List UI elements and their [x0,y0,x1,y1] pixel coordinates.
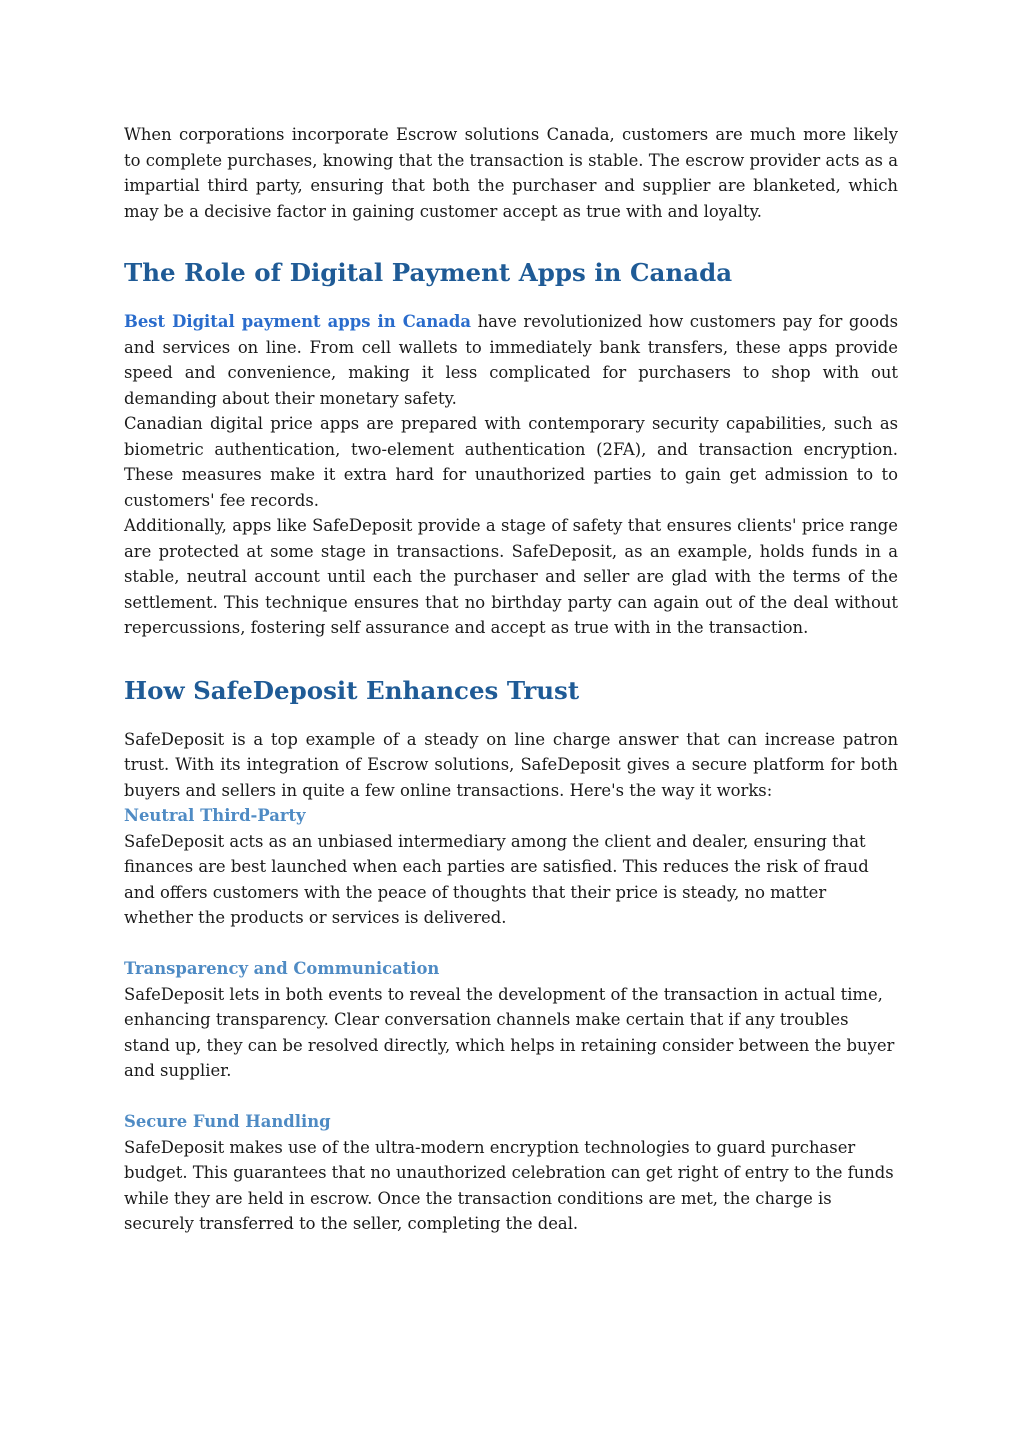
intro-paragraph: When corporations incorporate Escrow solutions Canada, customers are much more likely to complete purchases, knowing that the transaction is stable. The escrow provider acts as a impartial third party, ensuring that both the purchaser and supplier are blanketed, which may be a decisive factor in gaining customer accept as true with and loyalty. [124,125,898,221]
safedeposit-intro-paragraph: SafeDeposit is a top example of a steady on line charge answer that can increase patron trust. With its integration of Escrow solutions, SafeDeposit gives a secure platform for both buyers and sellers in quite a few online transactions. Here's the way it works: [124,729,898,800]
digital-apps-paragraph-3: Additionally, apps like SafeDeposit provide a stage of safety that ensures clients' price range are protected at some stage in transactions. SafeDeposit, as an example, holds funds in a stable, neutral account until each the purchaser and seller are glad with the terms of the settlement. This technique ensures that no birthday party can again out of the deal without repercussions, fostering self assurance and accept as true with in the transaction. [124,516,898,637]
subheading-secure-fund-handling: Secure Fund Handling [124,1112,331,1131]
digital-apps-paragraph-2: Canadian digital price apps are prepared with contemporary security capabilities, such as biometric authentication, two-element authentication (2FA), and transaction encryption. These measures make it extra hard for unauthorized parties to gain get admission to to customers' fee records. [124,414,898,510]
section-heading-safedeposit-trust: How SafeDeposit Enhances Trust [124,675,580,705]
digital-apps-paragraph-1 [124,309,898,411]
best-digital-payment-apps-link[interactable]: Best Digital payment apps in Canada [124,312,471,331]
section-heading-digital-payment-apps: The Role of Digital Payment Apps in Canada [124,258,733,287]
transparency-communication-paragraph: SafeDeposit lets in both events to reveal the development of the transaction in actual time, enhancing transparency. Clear conversation channels make certain that if any troubles stand up, they can be resolved directly, which helps in retaining consider between the buyer and supplier. [124,984,895,1080]
subheading-transparency-communication: Transparency and Communication [124,959,440,978]
neutral-third-party-paragraph: SafeDeposit acts as an unbiased intermediary among the client and dealer, ensuring that finances are best launched when each parties are satisfied. This reduces the risk of fraud and offers customers with the peace of thoughts that their price is steady, no matter whether the products or services is delivered. [124,831,869,927]
secure-fund-handling-paragraph: SafeDeposit makes use of the ultra-modern encryption technologies to guard purchaser budget. This guarantees that no unauthorized celebration can get right of entry to the funds while they are held in escrow. Once the transaction conditions are met, the charge is securely transferred to the seller, completing the deal. [124,1137,894,1233]
document-page [124,122,898,1237]
subheading-neutral-third-party: Neutral Third-Party [124,806,306,825]
digital-apps-paragraph-1-text: have revolutionized how customers pay for goods and services on line. From cell wallets to immediately bank transfers, these apps provide speed and convenience, making it less complicated for purchasers to shop with out demanding about their monetary safety. [124,312,899,408]
